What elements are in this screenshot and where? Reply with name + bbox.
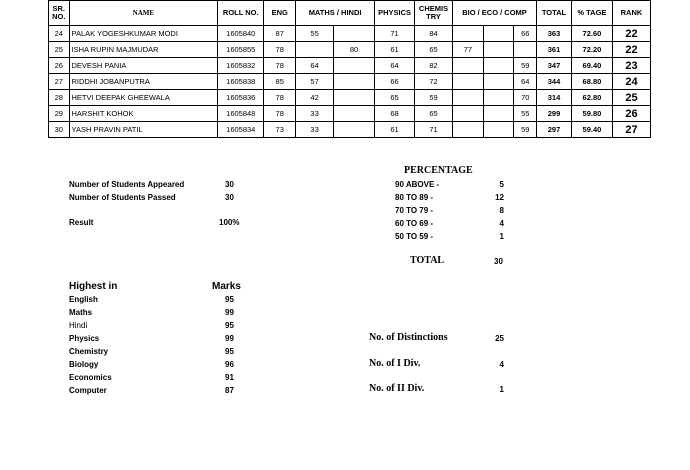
cell-eco <box>483 122 514 138</box>
cell-comp: 66 <box>514 26 537 42</box>
cell-total: 314 <box>537 90 572 106</box>
cell-rank: 22 <box>612 42 650 58</box>
cell-name: PALAK YOGESHKUMAR MODI <box>69 26 218 42</box>
cell-eco <box>483 58 514 74</box>
percentage-total-label: TOTAL <box>410 255 445 266</box>
highest-subject-name: Physics <box>69 334 100 343</box>
results-table <box>48 0 651 138</box>
cell-comp: 59 <box>514 58 537 74</box>
header-roll-no: ROLL NO. <box>218 1 264 26</box>
highest-subject-marks: 87 <box>225 386 234 395</box>
cell-chemistry: 65 <box>415 42 453 58</box>
cell-comp: 59 <box>514 122 537 138</box>
cell-chemistry: 82 <box>415 58 453 74</box>
header-total: TOTAL <box>537 1 572 26</box>
cell-bio <box>452 26 483 42</box>
cell-roll-no: 1605834 <box>218 122 264 138</box>
cell-bio <box>452 106 483 122</box>
cell-rank: 24 <box>612 74 650 90</box>
cell-sr-no: 24 <box>49 26 70 42</box>
cell-rank: 25 <box>612 90 650 106</box>
header-bio-eco-comp: BIO / ECO / COMP <box>452 1 536 26</box>
highest-subject-marks: 99 <box>225 334 234 343</box>
cell-bio <box>452 90 483 106</box>
cell-maths: 33 <box>296 106 334 122</box>
cell-hindi <box>334 26 375 42</box>
cell-eco <box>483 106 514 122</box>
percentage-band-count: 1 <box>499 232 504 241</box>
cell-percentage: 62.80 <box>571 90 612 106</box>
percentage-band-label: 90 ABOVE - <box>395 180 440 189</box>
cell-total: 347 <box>537 58 572 74</box>
cell-maths: 33 <box>296 122 334 138</box>
division-value: 1 <box>499 385 504 394</box>
header-eng: ENG <box>264 1 296 26</box>
cell-bio <box>452 58 483 74</box>
cell-roll-no: 1605855 <box>218 42 264 58</box>
division-label: No. of II Div. <box>369 383 425 394</box>
highest-subject-marks: 95 <box>225 295 234 304</box>
cell-eng: 78 <box>264 106 296 122</box>
table-row <box>49 90 651 106</box>
highest-title: Highest in <box>69 281 118 292</box>
cell-chemistry: 65 <box>415 106 453 122</box>
percentage-band-label: 50 TO 59 - <box>395 232 434 241</box>
cell-roll-no: 1605848 <box>218 106 264 122</box>
cell-maths: 42 <box>296 90 334 106</box>
cell-rank: 27 <box>612 122 650 138</box>
cell-hindi <box>334 122 375 138</box>
cell-name: HETVI DEEPAK GHEEWALA <box>69 90 218 106</box>
highest-subject-marks: 99 <box>225 308 234 317</box>
cell-chemistry: 71 <box>415 122 453 138</box>
percentage-band-count: 12 <box>495 193 504 202</box>
cell-total: 344 <box>537 74 572 90</box>
cell-sr-no: 27 <box>49 74 70 90</box>
highest-subject-name: Maths <box>69 308 93 317</box>
cell-comp: 55 <box>514 106 537 122</box>
cell-physics: 61 <box>375 42 415 58</box>
cell-total: 299 <box>537 106 572 122</box>
passed-label: Number of Students Passed <box>69 193 176 202</box>
highest-subject-name: Biology <box>69 360 99 369</box>
cell-eng: 78 <box>264 90 296 106</box>
cell-eng: 73 <box>264 122 296 138</box>
cell-percentage: 72.60 <box>571 26 612 42</box>
cell-bio <box>452 74 483 90</box>
division-label: No. of I Div. <box>369 358 421 369</box>
header-sr-no: SR. NO. <box>49 1 70 26</box>
cell-roll-no: 1605838 <box>218 74 264 90</box>
table-row <box>49 106 651 122</box>
cell-bio <box>452 122 483 138</box>
cell-chemistry: 72 <box>415 74 453 90</box>
header-maths-hindi: MATHS / HINDI <box>296 1 375 26</box>
table-row <box>49 42 651 58</box>
header-rank: RANK <box>612 1 650 26</box>
result-value: 100% <box>219 218 240 227</box>
cell-eng: 78 <box>264 42 296 58</box>
percentage-band-count: 5 <box>499 180 504 189</box>
table-body <box>49 26 651 138</box>
highest-subject-name: Computer <box>69 386 107 395</box>
division-label: No. of Distinctions <box>369 332 448 343</box>
table-row <box>49 122 651 138</box>
cell-total: 297 <box>537 122 572 138</box>
cell-comp: 70 <box>514 90 537 106</box>
cell-total: 361 <box>537 42 572 58</box>
cell-rank: 26 <box>612 106 650 122</box>
header-physics: PHYSICS <box>375 1 415 26</box>
highest-marks-header: Marks <box>212 281 241 292</box>
cell-eco <box>483 74 514 90</box>
highest-subject-marks: 91 <box>225 373 234 382</box>
cell-chemistry: 59 <box>415 90 453 106</box>
cell-total: 363 <box>537 26 572 42</box>
cell-hindi <box>334 74 375 90</box>
cell-eng: 78 <box>264 58 296 74</box>
percentage-band-count: 4 <box>499 219 504 228</box>
cell-physics: 64 <box>375 58 415 74</box>
highest-subject-marks: 95 <box>225 347 234 356</box>
cell-percentage: 59.80 <box>571 106 612 122</box>
cell-roll-no: 1605832 <box>218 58 264 74</box>
cell-chemistry: 84 <box>415 26 453 42</box>
cell-hindi <box>334 90 375 106</box>
cell-rank: 23 <box>612 58 650 74</box>
cell-eco <box>483 42 514 58</box>
cell-hindi <box>334 106 375 122</box>
cell-maths: 57 <box>296 74 334 90</box>
highest-subject-marks: 95 <box>225 321 234 330</box>
passed-value: 30 <box>225 193 234 202</box>
cell-comp <box>514 42 537 58</box>
result-label: Result <box>69 218 94 227</box>
highest-subject-name: Hindi <box>69 321 88 330</box>
cell-physics: 66 <box>375 74 415 90</box>
highest-subject-name: Chemistry <box>69 347 109 356</box>
header-percentage: % TAGE <box>571 1 612 26</box>
cell-physics: 65 <box>375 90 415 106</box>
header-chemistry: CHEMIS TRY <box>415 1 453 26</box>
cell-physics: 68 <box>375 106 415 122</box>
cell-roll-no: 1605836 <box>218 90 264 106</box>
cell-rank: 22 <box>612 26 650 42</box>
cell-eng: 85 <box>264 74 296 90</box>
cell-sr-no: 29 <box>49 106 70 122</box>
cell-hindi: 80 <box>334 42 375 58</box>
appeared-label: Number of Students Appeared <box>69 180 185 189</box>
division-value: 25 <box>495 334 504 343</box>
table-row <box>49 74 651 90</box>
percentage-band-label: 80 TO 89 - <box>395 193 434 202</box>
cell-sr-no: 26 <box>49 58 70 74</box>
cell-eco <box>483 90 514 106</box>
cell-percentage: 69.40 <box>571 58 612 74</box>
cell-physics: 61 <box>375 122 415 138</box>
percentage-title: PERCENTAGE <box>404 165 473 176</box>
cell-eco <box>483 26 514 42</box>
cell-maths: 55 <box>296 26 334 42</box>
cell-sr-no: 28 <box>49 90 70 106</box>
table-row <box>49 58 651 74</box>
highest-subject-name: Economics <box>69 373 112 382</box>
cell-sr-no: 30 <box>49 122 70 138</box>
cell-percentage: 68.80 <box>571 74 612 90</box>
cell-maths: 64 <box>296 58 334 74</box>
percentage-total-value: 30 <box>494 257 503 266</box>
cell-name: ISHA RUPIN MAJMUDAR <box>69 42 218 58</box>
cell-name: DEVESH PANIA <box>69 58 218 74</box>
percentage-band-label: 70 TO 79 - <box>395 206 434 215</box>
division-value: 4 <box>499 360 504 369</box>
cell-eng: 87 <box>264 26 296 42</box>
cell-comp: 64 <box>514 74 537 90</box>
cell-name: YASH PRAVIN PATIL <box>69 122 218 138</box>
highest-subject-name: English <box>69 295 98 304</box>
cell-sr-no: 25 <box>49 42 70 58</box>
appeared-value: 30 <box>225 180 234 189</box>
cell-name: HARSHIT KOHOK <box>69 106 218 122</box>
cell-bio: 77 <box>452 42 483 58</box>
percentage-band-count: 8 <box>499 206 504 215</box>
cell-hindi <box>334 58 375 74</box>
cell-percentage: 59.40 <box>571 122 612 138</box>
header-name: NAME <box>69 1 218 26</box>
cell-maths <box>296 42 334 58</box>
cell-percentage: 72.20 <box>571 42 612 58</box>
cell-name: RIDDHI JOBANPUTRA <box>69 74 218 90</box>
percentage-band-label: 60 TO 69 - <box>395 219 434 228</box>
cell-roll-no: 1605840 <box>218 26 264 42</box>
table-header-row <box>49 1 651 26</box>
table-row <box>49 26 651 42</box>
highest-subject-marks: 96 <box>225 360 234 369</box>
cell-physics: 71 <box>375 26 415 42</box>
